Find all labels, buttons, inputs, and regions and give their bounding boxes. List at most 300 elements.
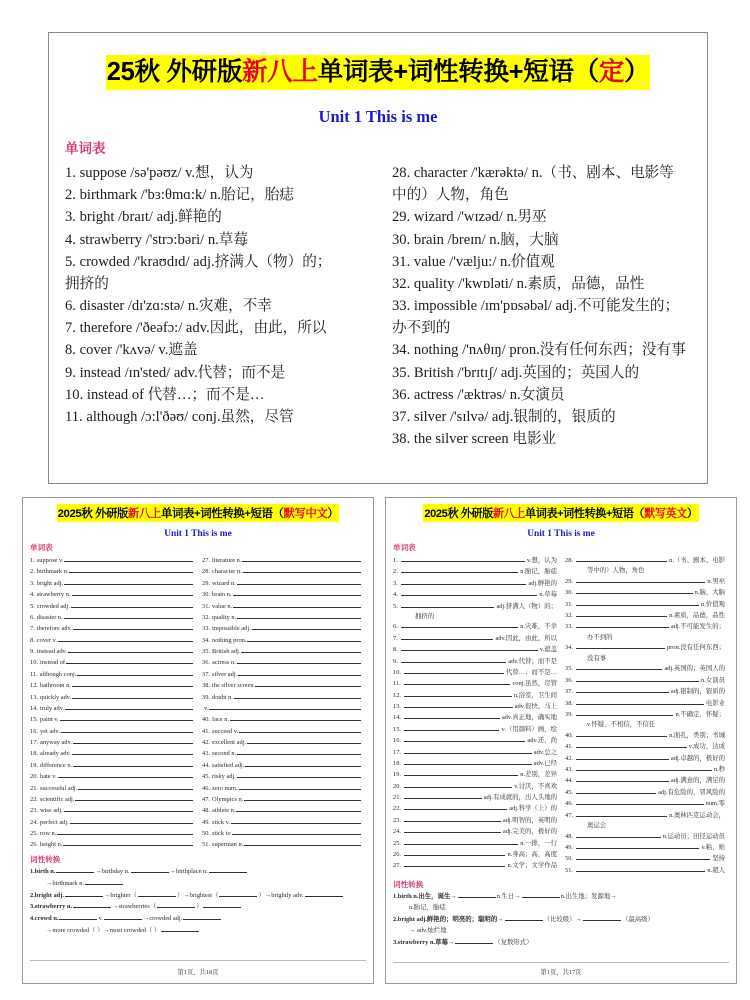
row-number: 42. [202,739,210,746]
answer-blank[interactable] [78,783,193,790]
row-meaning: n.男巫 [707,577,725,585]
conversion-row-continuation [30,878,366,890]
answer-blank[interactable] [401,578,527,585]
answer-blank[interactable] [576,865,705,872]
answer-blank[interactable] [401,555,525,562]
wordlist-blank-row [30,839,194,850]
row-meaning-continuation: 等中的）人物，角色 [587,567,645,575]
row-number: 13. [393,703,401,711]
answer-blank[interactable] [72,680,193,687]
answer-blank[interactable] [404,690,512,697]
wordlist-blank-row [30,828,194,839]
wordlist-blank-row [202,817,362,828]
answer-blank[interactable] [576,842,699,849]
wordlist-blank-row [393,758,557,769]
row-number: 40. [565,731,573,739]
wordlist-blank-row [393,712,557,723]
row-meaning: v.想，认为 [527,557,557,564]
wordlist-blank-row [565,709,725,720]
answer-blank[interactable] [77,669,193,676]
answer-blank[interactable] [404,758,532,765]
row-word: instead adv. [36,648,67,655]
answer-blank[interactable] [404,781,512,788]
answer-blank[interactable] [131,866,169,873]
conversion-part: →strawberries（ [112,903,157,911]
main-title-seg4: 定 [598,58,625,86]
row-number: 3. [393,579,398,587]
answer-blank[interactable] [583,914,621,921]
main-title-seg2: 新八上 [242,58,318,86]
answer-blank[interactable] [237,771,361,778]
wordlist-blank-row [565,686,725,697]
wordlist-blank-row [30,714,194,725]
conversion-part: （复数形式） [494,938,533,946]
answer-blank[interactable] [237,612,361,619]
answer-blank[interactable] [231,817,361,824]
answer-blank[interactable] [72,692,193,699]
conversion-head: birth n.出生，诞生→ [397,893,457,901]
wordlist-blank-row [565,831,725,842]
row-number: 22. [30,795,38,803]
word-entry: 37. silver /'sɪlvə/ adj.银制的，银质的 [392,409,616,425]
answer-blank[interactable] [505,914,543,921]
answer-blank[interactable] [56,866,94,873]
answer-blank[interactable] [241,646,361,653]
row-word: truly adv. [40,704,65,712]
answer-blank[interactable] [404,860,505,867]
row-number: 48. [565,832,573,840]
panel-en-title-seg3: 单词表+词性转换+短语（ [525,508,645,520]
panel-write-chinese [22,497,374,984]
answer-blank[interactable] [138,890,176,897]
row-meaning-continuation: 办不到的 [587,633,613,641]
row-meaning: n.不确定，怀疑； [675,710,725,718]
answer-blank[interactable] [238,669,361,676]
answer-blank[interactable] [234,692,361,699]
answer-blank[interactable] [203,901,241,908]
answer-blank[interactable] [245,760,361,767]
answer-blank[interactable] [161,925,199,932]
word-entry: 28. character /'kærəktə/ n.（书、剧本、电影等 [392,165,674,182]
row-number: 32. [565,612,573,620]
answer-blank[interactable] [576,730,667,737]
row-number: 3. [30,579,35,587]
wordlist-blank-row [565,675,725,686]
conversion-part: ）→brightest（ [176,891,219,899]
answer-blank[interactable] [75,794,193,801]
answer-blank[interactable] [239,726,361,733]
answer-blank[interactable] [60,714,193,721]
answer-blank[interactable] [576,610,667,617]
answer-blank[interactable] [401,566,518,573]
answer-blank[interactable] [237,657,361,664]
wordlist-blank-row [202,578,362,589]
row-number: 29. [202,579,210,587]
wordlist-blank-row [202,646,362,657]
answer-blank[interactable] [576,621,669,628]
answer-blank[interactable] [404,815,501,822]
answer-blank[interactable] [404,667,504,674]
answer-blank[interactable] [233,601,361,608]
answer-blank[interactable] [68,646,193,653]
row-word: athlete n. [212,807,236,815]
answer-blank[interactable] [244,839,361,846]
answer-blank[interactable] [61,726,193,733]
row-number: 25. [30,830,38,837]
answer-blank[interactable] [576,686,669,693]
row-number: 24. [393,828,401,836]
panel-en-title-seg2: 新八上 [492,508,526,520]
word-entry: 36. actress /'æktrəs/ n.女演员 [392,386,565,403]
panel-cn-footer: 第1页，共18页 [177,969,219,976]
row-number: 45. [565,788,573,796]
row-meaning: 电影业 [705,699,725,707]
row-number: 2. [30,568,35,576]
conversion-part: →more crowded（ ）→most crowded（ ） [46,927,161,935]
conversion-part: n.出生地；发源地→ [560,893,617,901]
wordlist-blank-row [30,703,194,714]
wordlist-blank-row [565,853,725,864]
row-number: 42. [565,754,573,762]
row-number: 7. [30,625,35,633]
row-number: 19. [393,771,401,779]
row-meaning: conj.虽然，尽管 [512,680,557,688]
row-meaning: n.（书、剧本、电影 [669,557,725,564]
row-number: 27. [393,862,401,870]
answer-blank[interactable] [401,621,518,628]
row-word: birthmark n. [36,568,69,576]
answer-blank[interactable] [237,578,361,585]
row-meaning: adj.有成就的，出人头地的 [483,794,557,802]
answer-blank[interactable] [183,913,221,920]
answer-blank[interactable] [404,769,518,776]
answer-blank[interactable] [404,678,511,685]
row-number: 41. [202,727,210,735]
wordlist-blank-row [565,587,725,598]
row-number: 31. [202,602,210,610]
row-number: 39. [565,710,573,718]
wordlist-blank-row [202,657,362,668]
conversion-row-continuation [393,926,729,937]
answer-blank[interactable] [576,787,656,794]
wordlist-blank-row [30,805,194,816]
wordlist-blank-row [30,646,194,657]
section-label-wordlist: 单词表 [65,141,106,157]
row-word: yet adv. [40,727,60,735]
row-number: 11. [30,670,38,678]
panel-cn-title-banner [57,504,340,522]
wordlist-blank-row [393,860,557,871]
wordlist-blank-row [565,775,725,786]
conversion-row [393,891,729,903]
row-number: 34. [202,636,210,644]
row-number: 21. [30,784,38,792]
conversion-part: → adv.灿烂地 [409,926,447,934]
answer-blank[interactable] [233,589,361,596]
answer-blank[interactable] [576,853,710,860]
row-word: wise adj. [40,807,63,815]
row-number: 35. [565,665,573,673]
row-word: actress n. [212,659,236,667]
row-meaning: n.胎记，胎痣 [520,568,557,576]
wordlist-blank-row [30,555,194,566]
answer-blank[interactable] [404,792,482,799]
row-word: doubt n. [212,693,233,701]
panel-en-title-seg5: ） [686,508,698,520]
answer-blank[interactable] [522,891,560,898]
answer-blank[interactable] [401,656,506,663]
answer-blank[interactable] [404,724,499,731]
row-word: hate v. [40,773,57,781]
answer-blank[interactable] [63,839,193,846]
answer-blank[interactable] [576,587,693,594]
answer-blank[interactable] [404,735,525,742]
answer-blank[interactable] [404,838,518,845]
wordlist-blank-row [202,805,362,816]
wordlist-blank-row [30,623,194,634]
row-number: 33. [565,623,573,631]
unit-heading: Unit 1 This is me [318,107,438,127]
row-word: Olympics n. [212,795,244,803]
row-number: 25. [393,839,401,847]
row-meaning: adj.卓越的，极好的 [670,754,725,762]
wordlist-blank-row [393,589,557,600]
wordlist-blank-row [30,566,194,577]
answer-blank[interactable] [59,913,97,920]
row-number: 16. [393,737,401,745]
row-number: 18. [30,750,38,758]
answer-blank[interactable] [576,555,667,562]
answer-blank[interactable] [401,644,538,651]
row-number: 35. [202,648,210,655]
panel-en-column-left [393,555,561,876]
wordlist-blank-row [30,635,194,646]
answer-blank[interactable] [404,747,532,754]
wordlist-blank-row [565,555,725,566]
panel-en-title-banner [423,504,698,522]
row-word: character n. [212,568,242,576]
answer-blank[interactable] [576,764,712,771]
row-number: 47. [202,795,210,803]
conversion-row [30,901,366,913]
answer-blank[interactable] [69,566,193,573]
wordlist-blank-row [393,555,557,566]
row-word: quality n. [212,613,237,621]
answer-blank[interactable] [65,890,103,897]
row-meaning: adv.代替；而不是 [508,657,557,665]
answer-blank[interactable] [576,831,661,838]
answer-blank[interactable] [232,828,361,835]
answer-blank[interactable] [576,775,669,782]
row-number: 46. [565,800,573,808]
wordlist-blank-row [565,753,725,764]
wordlist-blank-row [202,748,362,759]
answer-blank[interactable] [219,890,257,897]
answer-blank[interactable] [576,642,665,649]
answer-blank[interactable] [230,714,361,721]
answer-blank[interactable] [404,826,501,833]
row-word: difference n. [40,761,73,769]
row-number: 1. [393,557,398,564]
answer-blank[interactable] [576,798,704,805]
row-number: 50. [202,830,210,837]
answer-blank[interactable] [247,635,361,642]
conversion-number: 3. [393,938,398,946]
word-entry: 38. the silver screen 电影业 [392,431,557,448]
answer-blank[interactable] [58,771,193,778]
answer-blank[interactable] [104,913,142,920]
answer-blank[interactable] [64,612,193,619]
conversion-number: 3. [30,903,35,911]
row-word: paint v. [40,716,59,724]
row-number: 45. [202,773,210,781]
answer-blank[interactable] [243,566,361,573]
wordlist-blank-row [393,701,557,712]
word-entry: 10. instead of 代替…；而不是… [65,386,265,403]
answer-blank[interactable] [66,657,193,664]
answer-blank[interactable] [404,849,505,856]
answer-blank[interactable] [576,675,699,682]
answer-blank[interactable] [401,589,538,596]
answer-blank[interactable] [401,633,494,640]
wordlist-blank-row [565,621,725,632]
answer-blank[interactable] [404,712,500,719]
answer-blank[interactable] [576,698,704,705]
row-word: risky adj. [212,773,236,781]
answer-blank[interactable] [401,601,495,608]
answer-blank[interactable] [64,578,193,585]
answer-blank[interactable] [455,937,493,944]
answer-blank[interactable] [73,901,111,908]
row-word: stick to [212,830,231,837]
answer-blank[interactable] [404,803,507,810]
answer-blank[interactable] [576,599,699,606]
answer-blank[interactable] [64,805,193,812]
wordlist-blank-row [202,692,362,703]
conversion-part: →brighter（ [103,891,137,899]
wordlist-blank-row [393,838,557,849]
wordlist-blank-row [565,663,725,674]
answer-blank[interactable] [252,623,361,630]
conversion-row-continuation [393,903,729,914]
answer-blank[interactable] [64,555,193,562]
answer-blank[interactable] [576,709,673,716]
answer-blank[interactable] [576,741,687,748]
row-meaning-continuation: 拥挤的 [415,612,435,620]
answer-blank[interactable] [58,635,193,642]
row-meaning: adj.科学（上）的 [509,805,557,813]
wordlist-blank-row [565,576,725,587]
wordlist-blank-row [393,667,557,678]
row-meaning: n.浴室，卫生间 [513,691,557,699]
answer-blank[interactable] [576,810,667,817]
word-entry: 5. crowded /'kraʊdɪd/ adj.挤满人（物）的； [65,253,332,270]
answer-blank[interactable] [157,901,195,908]
answer-blank[interactable] [576,663,662,670]
main-title-seg1: 25秋 外研版 [106,58,243,86]
row-meaning: adj.挤满人（物）的； [496,602,557,610]
row-meaning: pron.没有任何东西； [666,644,725,652]
row-word: therefore adv. [36,625,72,633]
answer-blank[interactable] [71,601,193,608]
answer-blank[interactable] [72,589,193,596]
answer-blank[interactable] [237,748,361,755]
answer-blank[interactable] [57,828,193,835]
row-number: 14. [30,704,38,712]
answer-blank[interactable] [458,891,496,898]
row-number: 36. [202,659,210,667]
answer-blank[interactable] [70,817,193,824]
answer-blank[interactable] [305,890,343,897]
answer-blank[interactable] [244,794,361,801]
answer-blank[interactable] [209,866,247,873]
word-entry-continuation: 办不到的 [392,320,451,337]
word-entry: 6. disaster /dɪ'zɑ:stə/ n.灾难，不幸 [65,298,272,315]
conversion-part: →crowded adj. [142,915,183,923]
conversion-number: 1. [393,893,398,901]
answer-blank[interactable] [242,555,361,562]
row-number: 46. [202,784,210,792]
row-word: satisfied adj. [212,761,245,769]
row-meaning: adv.已经 [533,759,557,767]
row-number: 36. [565,676,573,684]
answer-blank[interactable] [239,783,361,790]
conversion-head: crowd n. [34,915,59,923]
answer-blank[interactable] [73,737,193,744]
answer-blank[interactable] [404,701,513,708]
wordlist-blank-row [202,794,362,805]
answer-blank[interactable] [72,748,193,755]
row-word: British adj. [212,648,241,655]
answer-blank[interactable] [576,576,705,583]
word-entry: 11. although /ɔ:l'ðəʊ/ conj.虽然，尽管 [65,409,294,425]
row-meaning: adv.因此，由此，所以 [495,634,557,642]
word-entry: 30. brain /breɪn/ n.脑，大脑 [392,231,559,248]
row-word: nothing pron. [212,636,247,644]
word-entry: 9. instead /ɪn'sted/ adv.代替；而不是 [65,364,286,381]
wordlist-blank-row [202,601,362,612]
row-word: bright adj. [36,579,64,587]
row-number: 31. [565,600,573,608]
row-number: 6. [30,613,35,621]
answer-blank[interactable] [247,737,361,744]
answer-blank[interactable] [236,805,361,812]
row-meaning: adj.银制的，银质的 [670,688,725,696]
row-number: 7. [393,634,398,642]
answer-blank[interactable] [65,703,193,710]
wordlist-blank-row [30,748,194,759]
row-number: 23. [393,816,401,824]
wordlist-blank-row [30,680,194,691]
row-meaning: v.遮盖 [539,646,557,654]
answer-blank[interactable] [85,878,123,885]
row-number: 51. [565,866,573,874]
answer-blank[interactable] [255,680,361,687]
answer-blank[interactable] [73,760,193,767]
wordlist-blank-row [393,678,557,689]
answer-blank[interactable] [209,703,361,710]
conversion-head: birth n. [34,867,56,875]
wordlist-blank-row [393,826,557,837]
row-meaning: adv.真正地，确实地 [501,714,557,722]
answer-blank[interactable] [73,623,193,630]
row-number: 5. [30,602,35,610]
row-number: 8. [393,646,398,654]
word-entry: 32. quality /'kwɒləti/ n.素质，品德，品性 [392,275,645,292]
row-number: 33. [202,625,210,633]
word-entry: 4. strawberry /'strɔ:bəri/ n.草莓 [65,231,248,248]
answer-blank[interactable] [576,753,669,760]
